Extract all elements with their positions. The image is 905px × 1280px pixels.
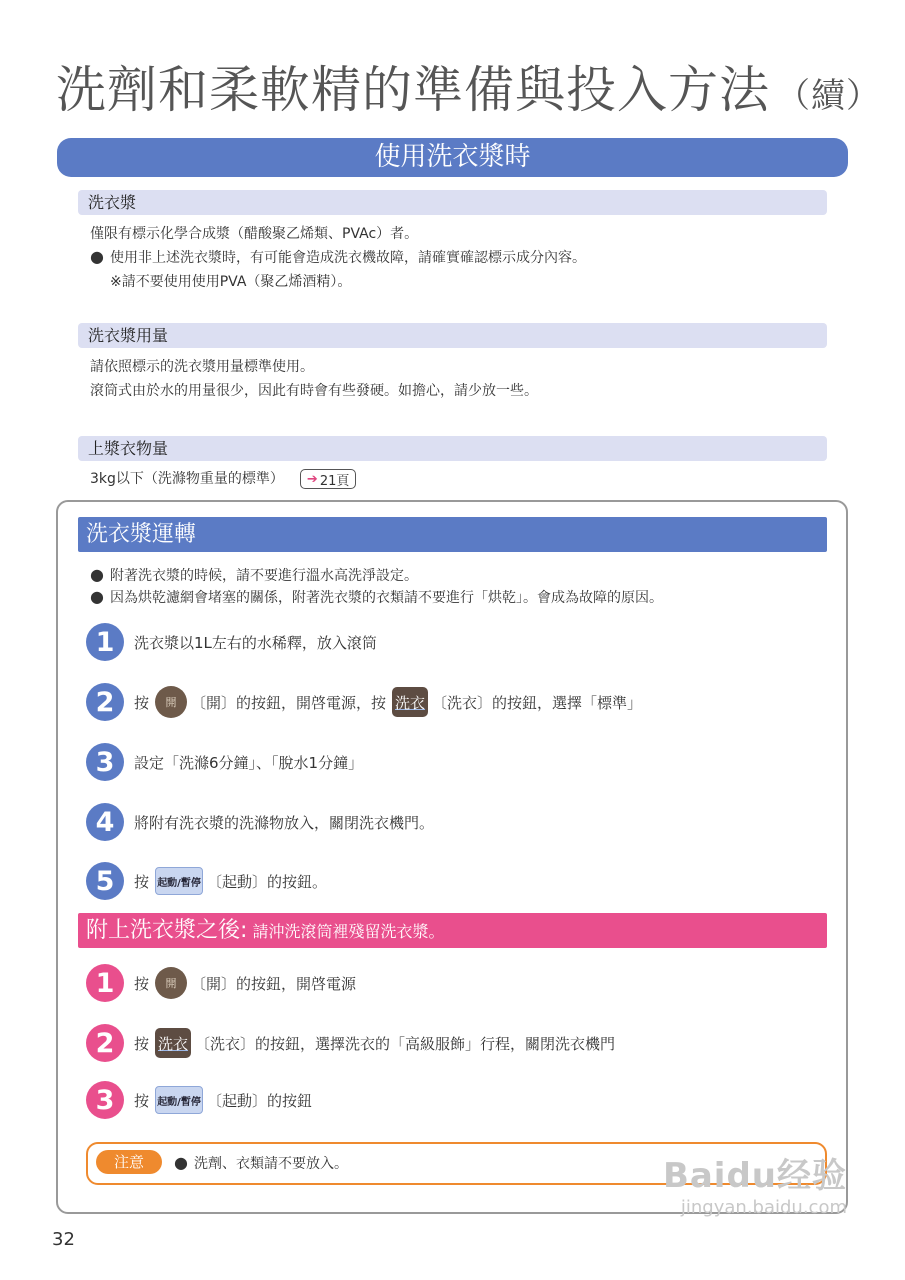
load-text: 3kg以下（洗滌物重量的標準） — [90, 471, 284, 487]
page-reference-label: 21頁 — [319, 473, 350, 489]
page-title — [56, 50, 881, 122]
page-title-main: 洗劑和柔軟精的準備與投入方法 — [56, 61, 770, 119]
page-title-suffix: （續） — [776, 76, 881, 116]
wash-button-icon: 洗衣 — [392, 687, 428, 717]
step-number: 1 — [86, 964, 124, 1002]
after-header-sub: 請沖洗滾筒裡殘留洗衣漿。 — [252, 922, 445, 941]
power-button-icon: 開 — [155, 967, 187, 999]
page-reference-link[interactable] — [300, 469, 356, 489]
bullet-icon: ● — [90, 587, 104, 606]
operation-note-1-text: 附著洗衣漿的時候，請不要進行溫水高洗淨設定。 — [109, 568, 418, 584]
watermark-url: jingyan.baidu.com — [680, 1197, 847, 1218]
caution-badge: 注意 — [96, 1150, 162, 1174]
caution-text — [174, 1153, 348, 1173]
step-number: 2 — [86, 683, 124, 721]
load-header: 上漿衣物量 — [78, 436, 827, 461]
operation-note-2 — [90, 587, 663, 607]
step-text-post: 〔洗衣〕的按鈕，選擇「標準」 — [432, 693, 643, 712]
amount-header: 洗衣漿用量 — [78, 323, 827, 348]
operation-step-1 — [86, 623, 377, 661]
operation-note-1 — [90, 565, 418, 585]
operation-step-4 — [86, 803, 434, 841]
step-text-pre: 按 — [134, 1091, 150, 1110]
section-banner: 使用洗衣漿時 — [57, 138, 848, 177]
arrow-right-icon: ➔ — [306, 471, 318, 487]
starch-line-1: 僅限有標示化學合成漿（醋酸聚乙烯類、PVAc）者。 — [90, 226, 419, 242]
operation-note-2-text: 因為烘乾濾網會堵塞的關係，附著洗衣漿的衣類請不要進行「烘乾」。會成為故障的原因。 — [109, 590, 663, 606]
amount-line-2: 滾筒式由於水的用量很少，因此有時會有些發硬。如擔心，請少放一些。 — [90, 383, 538, 399]
step-text: 將附有洗衣漿的洗滌物放入，關閉洗衣機門。 — [134, 813, 435, 832]
step-text-pre: 按 — [134, 693, 150, 712]
step-number: 3 — [86, 1081, 124, 1119]
step-number: 1 — [86, 623, 124, 661]
bullet-icon: ● — [90, 247, 104, 266]
start-pause-button-icon: 起動/暫停 — [155, 1086, 203, 1114]
step-text-post: 〔起動〕的按鈕 — [207, 1091, 313, 1110]
operation-step-2 — [86, 683, 642, 721]
operation-step-3 — [86, 743, 363, 781]
step-text-post: 〔起動〕的按鈕。 — [207, 872, 328, 891]
after-step-1 — [86, 964, 356, 1002]
start-pause-button-icon: 起動/暫停 — [155, 867, 203, 895]
step-text-post: 〔開〕的按鈕，開啓電源 — [191, 974, 357, 993]
page-number: 32 — [52, 1229, 75, 1250]
after-step-2 — [86, 1024, 615, 1062]
amount-line-1: 請依照標示的洗衣漿用量標準使用。 — [90, 359, 314, 375]
watermark-logo: Baidu经验 — [662, 1156, 847, 1196]
bullet-icon: ● — [90, 565, 104, 584]
power-button-icon: 開 — [155, 686, 187, 718]
starch-note: ※請不要使用使用PVA（聚乙烯酒精）。 — [110, 274, 352, 290]
wash-button-icon: 洗衣 — [155, 1028, 191, 1058]
starch-line-2-text: 使用非上述洗衣漿時，有可能會造成洗衣機故障，請確實確認標示成分內容。 — [109, 250, 586, 266]
watermark — [663, 1148, 847, 1218]
step-text-mid: 〔開〕的按鈕，開啓電源，按 — [191, 693, 387, 712]
after-step-3 — [86, 1081, 312, 1119]
starch-header: 洗衣漿 — [78, 190, 827, 215]
after-header — [78, 913, 827, 948]
step-number: 2 — [86, 1024, 124, 1062]
step-text-pre: 按 — [134, 1034, 150, 1053]
step-text-pre: 按 — [134, 974, 150, 993]
step-number: 3 — [86, 743, 124, 781]
caution-text-content: 洗劑、衣類請不要放入。 — [193, 1156, 348, 1172]
step-text: 洗衣漿以1L左右的水稀釋，放入滾筒 — [134, 633, 377, 652]
after-header-main: 附上洗衣漿之後: — [86, 918, 248, 943]
step-number: 5 — [86, 862, 124, 900]
bullet-icon: ● — [174, 1153, 188, 1172]
step-number: 4 — [86, 803, 124, 841]
step-text: 設定「洗滌6分鐘」、「脫水1分鐘」 — [134, 753, 364, 772]
step-text-post: 〔洗衣〕的按鈕，選擇洗衣的「高級服飾」行程，關閉洗衣機門 — [195, 1034, 616, 1053]
operation-header: 洗衣漿運轉 — [78, 517, 827, 552]
operation-step-5 — [86, 862, 327, 900]
step-text-pre: 按 — [134, 872, 150, 891]
load-line — [90, 468, 356, 489]
starch-line-2 — [90, 247, 586, 267]
